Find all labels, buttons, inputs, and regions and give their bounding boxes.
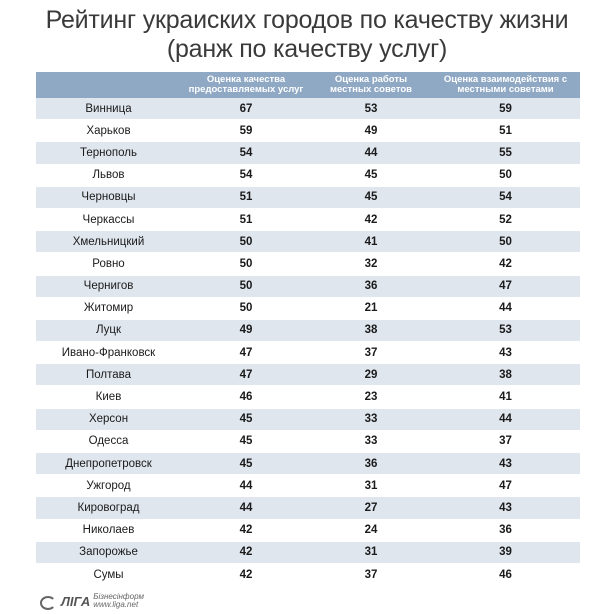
cell-service-quality: 45 xyxy=(181,453,311,475)
cell-city: Тернополь xyxy=(36,142,181,164)
header-city xyxy=(36,72,181,98)
cell-city: Кировоград xyxy=(36,497,181,519)
cell-council-interaction: 47 xyxy=(431,475,580,497)
cell-council-work: 53 xyxy=(311,98,431,120)
logo-line-1: Бізнесінформ xyxy=(93,592,144,601)
ratings-table xyxy=(36,72,580,586)
cell-council-work: 21 xyxy=(311,297,431,319)
table-row xyxy=(36,231,580,253)
cell-city: Ивано-Франковск xyxy=(36,342,181,364)
table-header xyxy=(36,72,580,98)
cell-city: Ужгород xyxy=(36,475,181,497)
cell-service-quality: 47 xyxy=(181,364,311,386)
table-row xyxy=(36,319,580,341)
cell-council-interaction: 42 xyxy=(431,253,580,275)
cell-council-interaction: 41 xyxy=(431,386,580,408)
cell-council-interaction: 43 xyxy=(431,453,580,475)
table-body xyxy=(36,98,580,586)
table-row xyxy=(36,519,580,541)
cell-council-interaction: 52 xyxy=(431,208,580,230)
table-row xyxy=(36,541,580,563)
cell-city: Полтава xyxy=(36,364,181,386)
cell-city: Киев xyxy=(36,386,181,408)
cell-council-interaction: 36 xyxy=(431,519,580,541)
cell-service-quality: 44 xyxy=(181,497,311,519)
cell-council-work: 29 xyxy=(311,364,431,386)
cell-service-quality: 50 xyxy=(181,253,311,275)
cell-council-work: 31 xyxy=(311,541,431,563)
cell-service-quality: 42 xyxy=(181,541,311,563)
header-service-quality: Оценка качества предоставляемых услуг xyxy=(188,74,304,95)
cell-service-quality: 51 xyxy=(181,186,311,208)
cell-council-work: 36 xyxy=(311,453,431,475)
cell-city: Ровно xyxy=(36,253,181,275)
cell-council-work: 36 xyxy=(311,275,431,297)
cell-service-quality: 51 xyxy=(181,208,311,230)
table-row xyxy=(36,275,580,297)
table-row xyxy=(36,208,580,230)
cell-council-interaction: 37 xyxy=(431,430,580,452)
page-title xyxy=(0,6,614,64)
table-row xyxy=(36,253,580,275)
cell-city: Днепропетровск xyxy=(36,453,181,475)
cell-council-interaction: 43 xyxy=(431,342,580,364)
cell-service-quality: 54 xyxy=(181,164,311,186)
table-row xyxy=(36,408,580,430)
cell-council-work: 45 xyxy=(311,164,431,186)
cell-council-interaction: 51 xyxy=(431,120,580,142)
cell-council-work: 45 xyxy=(311,186,431,208)
cell-city: Одесса xyxy=(36,430,181,452)
cell-city: Черновцы xyxy=(36,186,181,208)
cell-council-work: 27 xyxy=(311,497,431,519)
cell-city: Харьков xyxy=(36,120,181,142)
cell-service-quality: 42 xyxy=(181,563,311,585)
cell-city: Чернигов xyxy=(36,275,181,297)
cell-council-work: 38 xyxy=(311,319,431,341)
cell-service-quality: 67 xyxy=(181,98,311,120)
cell-service-quality: 45 xyxy=(181,430,311,452)
header-council-interaction: Оценка взаимодействия с местными советами xyxy=(443,74,568,95)
cell-council-interaction: 55 xyxy=(431,142,580,164)
table-row xyxy=(36,164,580,186)
cell-service-quality: 45 xyxy=(181,408,311,430)
cell-city: Луцк xyxy=(36,319,181,341)
table-row xyxy=(36,342,580,364)
cell-council-work: 32 xyxy=(311,253,431,275)
cell-council-interaction: 38 xyxy=(431,364,580,386)
cell-council-work: 23 xyxy=(311,386,431,408)
cell-council-interaction: 46 xyxy=(431,563,580,585)
table-row xyxy=(36,142,580,164)
cell-council-interaction: 50 xyxy=(431,164,580,186)
cell-city: Сумы xyxy=(36,563,181,585)
table-row xyxy=(36,297,580,319)
cell-service-quality: 50 xyxy=(181,297,311,319)
table-row xyxy=(36,430,580,452)
cell-council-work: 49 xyxy=(311,120,431,142)
cell-service-quality: 47 xyxy=(181,342,311,364)
table-row xyxy=(36,497,580,519)
cell-council-work: 37 xyxy=(311,563,431,585)
logo-line-2: www.liga.net xyxy=(93,600,139,609)
cell-city: Черкассы xyxy=(36,208,181,230)
cell-council-work: 44 xyxy=(311,142,431,164)
header-council-work: Оценка работы местных советов xyxy=(329,74,413,95)
cell-service-quality: 44 xyxy=(181,475,311,497)
liga-logo xyxy=(40,590,144,612)
liga-logo-icon xyxy=(40,594,58,608)
cell-council-work: 42 xyxy=(311,208,431,230)
cell-service-quality: 54 xyxy=(181,142,311,164)
cell-council-interaction: 59 xyxy=(431,98,580,120)
cell-council-interaction: 53 xyxy=(431,319,580,341)
cell-council-work: 31 xyxy=(311,475,431,497)
table-row xyxy=(36,186,580,208)
cell-service-quality: 50 xyxy=(181,231,311,253)
logo-caption xyxy=(93,593,144,609)
logo-name: ЛІГА xyxy=(61,593,91,609)
cell-council-interaction: 44 xyxy=(431,408,580,430)
cell-council-interaction: 47 xyxy=(431,275,580,297)
cell-council-work: 33 xyxy=(311,408,431,430)
cell-council-interaction: 43 xyxy=(431,497,580,519)
cell-council-interaction: 39 xyxy=(431,541,580,563)
cell-city: Херсон xyxy=(36,408,181,430)
cell-council-interaction: 54 xyxy=(431,186,580,208)
cell-service-quality: 49 xyxy=(181,319,311,341)
table-row xyxy=(36,98,580,120)
table-row xyxy=(36,364,580,386)
cell-city: Житомир xyxy=(36,297,181,319)
table-row xyxy=(36,475,580,497)
cell-service-quality: 42 xyxy=(181,519,311,541)
cell-council-interaction: 50 xyxy=(431,231,580,253)
cell-council-work: 41 xyxy=(311,231,431,253)
cell-service-quality: 46 xyxy=(181,386,311,408)
cell-city: Николаев xyxy=(36,519,181,541)
cell-council-work: 24 xyxy=(311,519,431,541)
cell-city: Львов xyxy=(36,164,181,186)
cell-council-work: 37 xyxy=(311,342,431,364)
table-row xyxy=(36,453,580,475)
table-row xyxy=(36,120,580,142)
cell-service-quality: 59 xyxy=(181,120,311,142)
cell-city: Винница xyxy=(36,98,181,120)
title-line-1: Рейтинг украиских городов по качеству жизни xyxy=(45,6,569,34)
cell-city: Хмельницкий xyxy=(36,231,181,253)
cell-city: Запорожье xyxy=(36,541,181,563)
cell-council-interaction: 44 xyxy=(431,297,580,319)
cell-service-quality: 50 xyxy=(181,275,311,297)
cell-council-work: 33 xyxy=(311,430,431,452)
title-line-2: (ранж по качеству услуг) xyxy=(166,35,448,63)
table-row xyxy=(36,386,580,408)
table-row xyxy=(36,563,580,585)
